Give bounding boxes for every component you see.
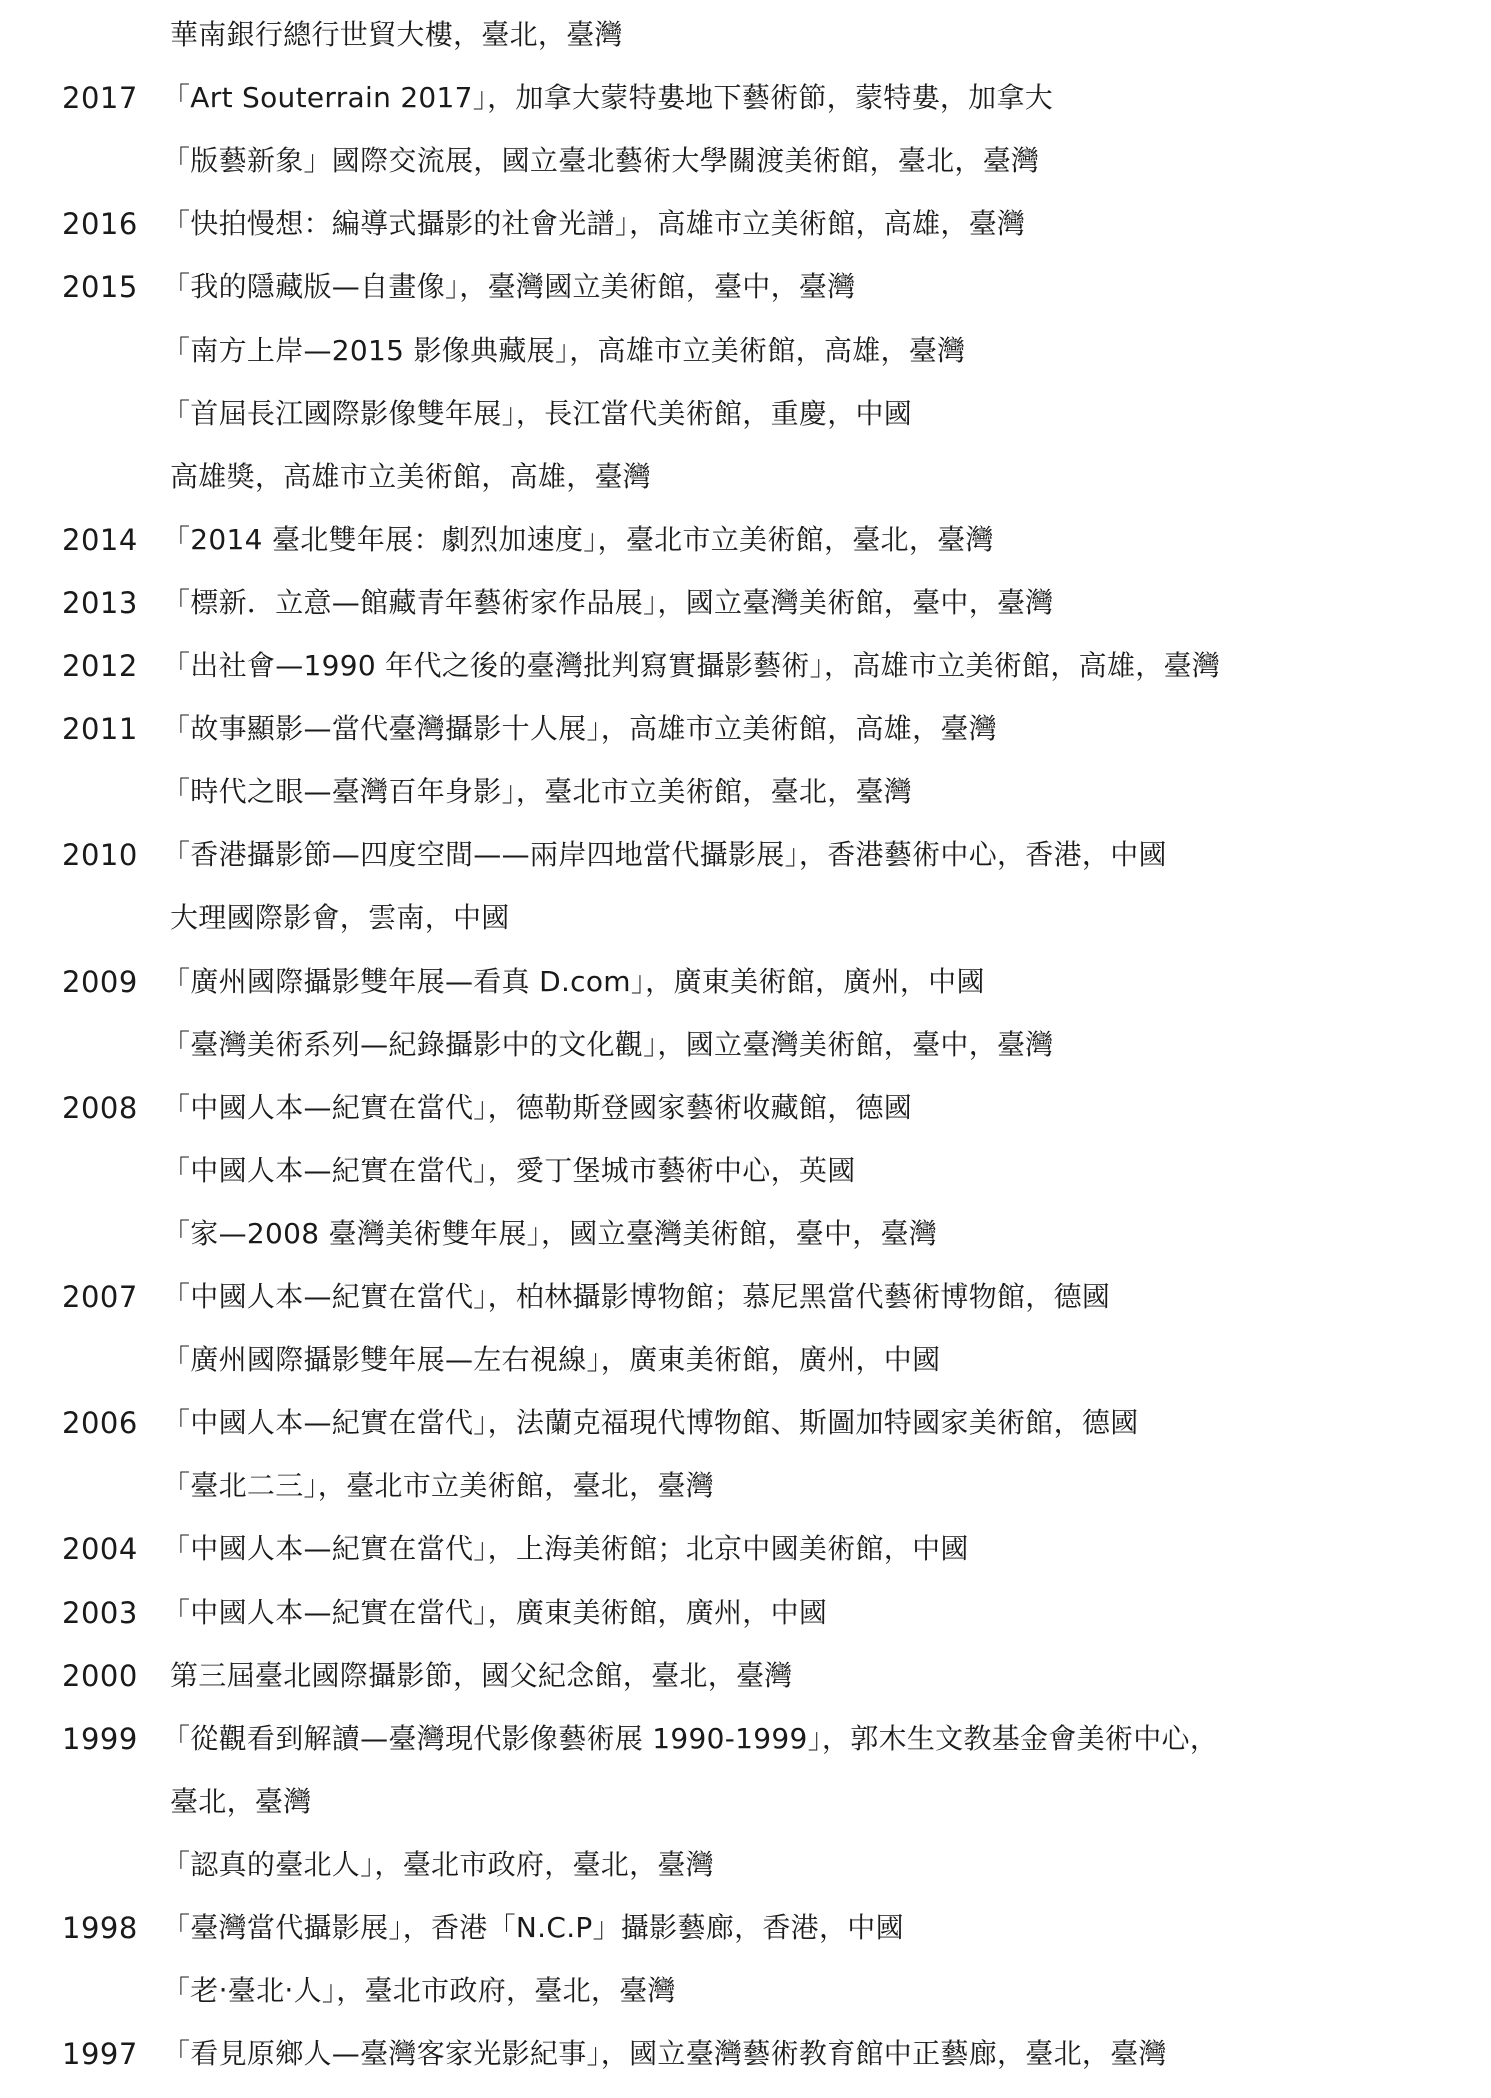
exhibition-row [0,1215,1491,1278]
exhibition-row [0,1152,1491,1215]
exhibition-year: 2007 [62,1280,138,1314]
exhibition-row [0,1594,1491,1657]
exhibition-text: 「南方上岸—2015 影像典藏展」，高雄市立美術館，高雄，臺灣 [162,333,966,367]
exhibition-text: 「中國人本—紀實在當代」，法蘭克福現代博物館、斯圖加特國家美術館，德國 [162,1406,1139,1440]
exhibition-row [0,142,1491,205]
exhibition-text: 「家—2008 臺灣美術雙年展」，國立臺灣美術館，臺中，臺灣 [162,1216,938,1250]
exhibition-year: 2000 [62,1658,138,1693]
exhibition-text: 「中國人本—紀實在當代」，柏林攝影博物館；慕尼黑當代藝術博物館，德國 [162,1280,1111,1313]
exhibition-text: 「中國人本—紀實在當代」，愛丁堡城市藝術中心，英國 [162,1153,856,1187]
exhibition-row [0,1909,1491,1972]
exhibition-text: 大理國際影會，雲南，中國 [170,901,510,935]
exhibition-text: 「2014 臺北雙年展：劇烈加速度」，臺北市立美術館，臺北，臺灣 [162,522,994,556]
exhibition-row [0,773,1491,836]
exhibition-text: 華南銀行總行世貿大樓，臺北，臺灣 [170,18,623,51]
exhibition-text: 「臺灣當代攝影展」，香港「N.C.P」攝影藝廊，香港，中國 [162,1911,904,1944]
exhibition-text: 「中國人本—紀實在當代」，德勒斯登國家藝術收藏館，德國 [162,1090,913,1124]
exhibition-year: 2012 [62,649,138,683]
exhibition-row [0,1720,1491,1783]
exhibition-row [0,332,1491,395]
exhibition-year: 2017 [62,81,138,116]
exhibition-year: 2003 [62,1595,138,1630]
exhibition-text: 「廣州國際攝影雙年展—看真 D.com」，廣東美術館，廣州，中國 [162,964,985,998]
exhibition-text: 「版藝新象」國際交流展，國立臺北藝術大學關渡美術館，臺北，臺灣 [162,144,1040,178]
exhibition-text: 「我的隱藏版—自畫像」，臺灣國立美術館，臺中，臺灣 [162,270,856,304]
exhibition-text: 「從觀看到解讀—臺灣現代影像藝術展 1990-1999」，郭木生文教基金會美術中心， [162,1721,1219,1755]
exhibition-row [0,458,1491,521]
exhibition-row [0,1972,1491,2035]
exhibition-row [0,1783,1491,1846]
exhibition-row [0,79,1491,142]
exhibition-text: 「看見原鄉人—臺灣客家光影紀事」，國立臺灣藝術教育館中正藝廊，臺北，臺灣 [162,2037,1167,2071]
exhibition-text: 「香港攝影節—四度空間——兩岸四地當代攝影展」，香港藝術中心，香港，中國 [162,838,1167,872]
exhibition-text: 臺北，臺灣 [170,1784,312,1818]
exhibition-text: 「認真的臺北人」，臺北市政府，臺北，臺灣 [162,1847,715,1881]
exhibition-row [0,899,1491,962]
exhibition-row [0,1846,1491,1909]
exhibition-text: 「中國人本—紀實在當代」，廣東美術館，廣州，中國 [162,1595,828,1629]
exhibition-row [0,205,1491,268]
exhibition-year: 2008 [62,1090,138,1125]
exhibition-row [0,1026,1491,1089]
exhibition-row [0,268,1491,331]
exhibition-row [0,16,1491,79]
exhibition-row [0,521,1491,584]
exhibition-text: 「臺灣美術系列—紀錄攝影中的文化觀」，國立臺灣美術館，臺中，臺灣 [162,1027,1054,1061]
exhibition-row [0,1530,1491,1593]
exhibition-year: 2009 [62,964,138,999]
exhibition-row [0,584,1491,647]
exhibition-text: 「快拍慢想：編導式攝影的社會光譜」，高雄市立美術館，高雄，臺灣 [162,207,1026,241]
exhibition-row [0,395,1491,458]
exhibition-text: 「故事顯影—當代臺灣攝影十人展」，高雄市立美術館，高雄，臺灣 [162,712,998,746]
exhibition-year: 1998 [62,1911,138,1945]
exhibition-row [0,836,1491,899]
exhibition-year: 2015 [62,270,138,305]
exhibition-year: 1997 [62,2037,138,2072]
exhibition-year: 2004 [62,1532,138,1567]
exhibition-year: 2006 [62,1406,138,1441]
exhibition-text: 「臺北二三」，臺北市立美術館，臺北，臺灣 [162,1469,715,1503]
exhibition-row [0,647,1491,710]
exhibition-year: 2011 [62,712,138,747]
exhibition-text: 「Art Souterrain 2017」，加拿大蒙特婁地下藝術節，蒙特婁，加拿大 [162,81,1054,115]
exhibition-text: 「標新．立意—館藏青年藝術家作品展」，國立臺灣美術館，臺中，臺灣 [162,585,1054,619]
exhibition-text: 高雄獎，高雄市立美術館，高雄，臺灣 [170,459,652,493]
exhibition-text: 「廣州國際攝影雙年展—左右視線」，廣東美術館，廣州，中國 [162,1343,941,1377]
exhibition-text: 「首屆長江國際影像雙年展」，長江當代美術館，重慶，中國 [162,396,913,430]
exhibition-row [0,1089,1491,1152]
exhibition-row [0,710,1491,773]
exhibition-text: 「出社會—1990 年代之後的臺灣批判寫實攝影藝術」，高雄市立美術館，高雄，臺灣 [162,649,1221,682]
exhibition-row [0,1404,1491,1467]
exhibition-row [0,1341,1491,1404]
exhibition-year: 1999 [62,1721,138,1756]
exhibition-text: 「中國人本—紀實在當代」，上海美術館；北京中國美術館，中國 [162,1532,969,1566]
exhibition-row [0,963,1491,1026]
exhibition-text: 「時代之眼—臺灣百年身影」，臺北市立美術館，臺北，臺灣 [162,775,913,809]
exhibition-row [0,1467,1491,1530]
exhibition-year: 2014 [62,522,138,557]
exhibition-row [0,1278,1491,1341]
exhibition-year: 2013 [62,585,138,620]
exhibition-text: 第三屆臺北國際攝影節，國父紀念館，臺北，臺灣 [170,1658,793,1692]
exhibition-year: 2016 [62,207,138,242]
exhibition-row [0,1657,1491,1720]
exhibition-text: 「老‧臺北‧人」，臺北市政府，臺北，臺灣 [162,1974,676,2008]
exhibition-year: 2010 [62,838,138,873]
